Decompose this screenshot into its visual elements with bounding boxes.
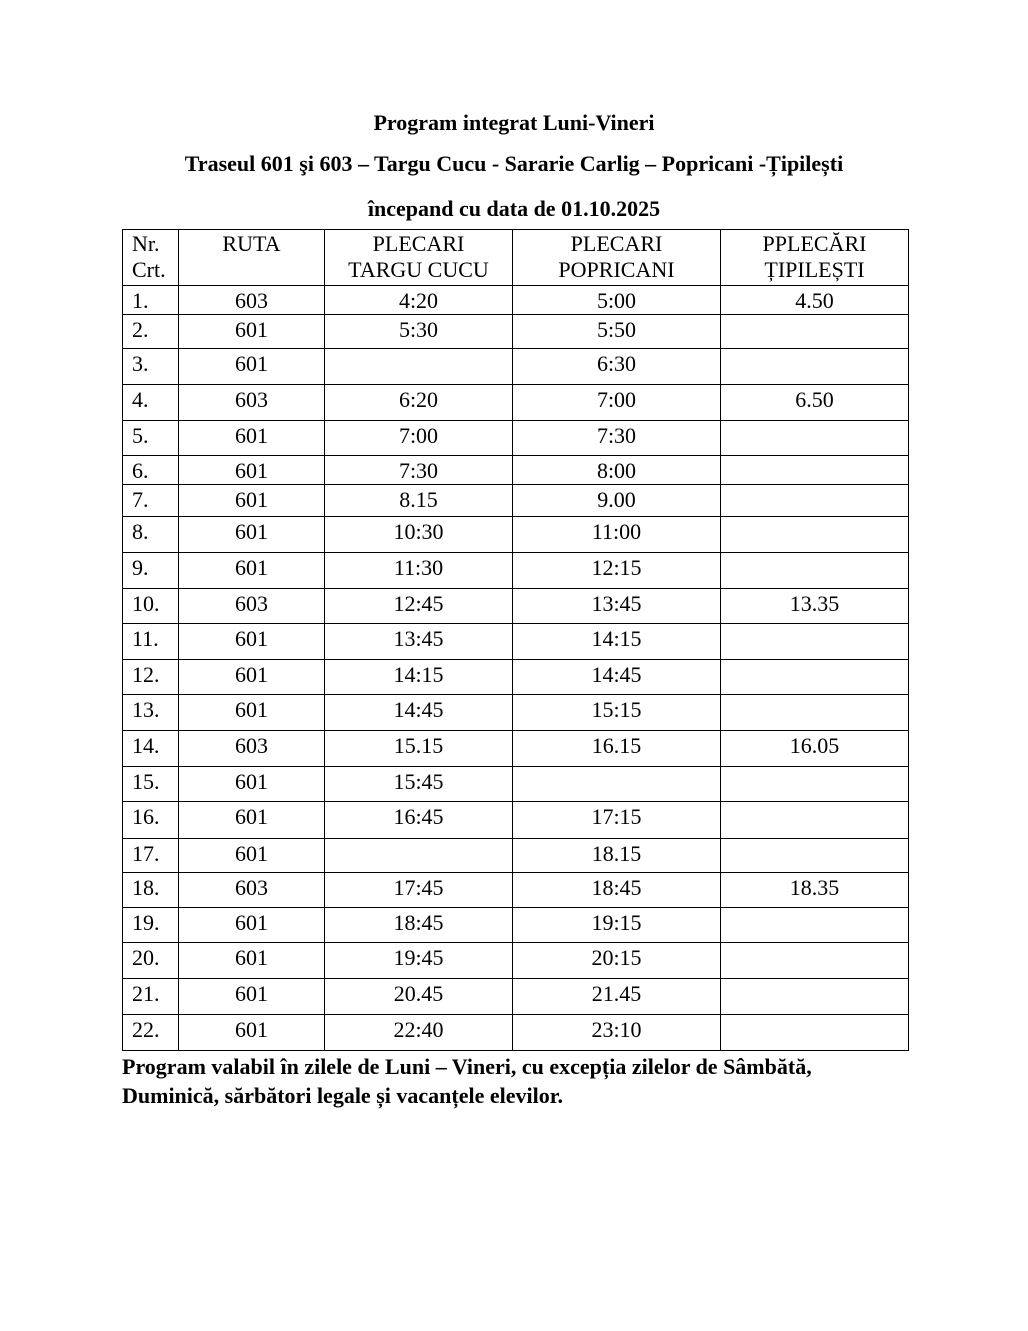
table-row <box>123 908 909 943</box>
header-popricani-line1: PLECARI <box>570 231 663 256</box>
table-row <box>123 839 909 873</box>
row-tipilesti-departure <box>721 943 909 979</box>
row-tipilesti-departure <box>721 349 909 385</box>
route-subtitle: Traseul 601 şi 603 – Targu Cucu - Sararie Carlig – Popricani -Țipilești <box>184 151 844 176</box>
row-tipilesti-departure <box>721 421 909 456</box>
row-targu-cucu-departure: 5:30 <box>325 315 513 349</box>
row-targu-cucu-departure: 7:30 <box>325 456 513 485</box>
row-nr: 3. <box>123 349 179 385</box>
header-targu-cucu-line1: PLECARI <box>372 231 465 256</box>
table-row <box>123 456 909 485</box>
header-popricani <box>513 230 721 286</box>
row-popricani-departure: 7:00 <box>513 385 721 421</box>
row-popricani-departure: 11:00 <box>513 517 721 553</box>
row-tipilesti-departure <box>721 485 909 517</box>
row-nr: 6. <box>123 456 179 485</box>
row-popricani-departure: 20:15 <box>513 943 721 979</box>
row-popricani-departure <box>513 767 721 802</box>
row-ruta: 603 <box>179 286 325 315</box>
row-nr: 9. <box>123 553 179 589</box>
row-ruta: 601 <box>179 517 325 553</box>
table-row <box>123 873 909 908</box>
row-nr: 21. <box>123 979 179 1015</box>
table-row <box>123 349 909 385</box>
row-popricani-departure: 13:45 <box>513 589 721 624</box>
row-targu-cucu-departure: 18:45 <box>325 908 513 943</box>
row-tipilesti-departure: 18.35 <box>721 873 909 908</box>
row-popricani-departure: 9.00 <box>513 485 721 517</box>
table-row <box>123 695 909 731</box>
row-popricani-departure: 14:45 <box>513 660 721 695</box>
row-ruta: 603 <box>179 589 325 624</box>
page-title: Program integrat Luni-Vineri <box>373 110 655 135</box>
table-row <box>123 943 909 979</box>
table-row <box>123 517 909 553</box>
row-tipilesti-departure <box>721 767 909 802</box>
row-ruta: 601 <box>179 421 325 456</box>
row-popricani-departure: 18.15 <box>513 839 721 873</box>
row-nr: 12. <box>123 660 179 695</box>
row-popricani-departure: 17:15 <box>513 802 721 839</box>
row-nr: 8. <box>123 517 179 553</box>
table-row <box>123 385 909 421</box>
row-popricani-departure: 7:30 <box>513 421 721 456</box>
row-nr: 17. <box>123 839 179 873</box>
row-targu-cucu-departure: 13:45 <box>325 624 513 660</box>
row-tipilesti-departure: 16.05 <box>721 731 909 767</box>
table-row <box>123 767 909 802</box>
row-popricani-departure: 21.45 <box>513 979 721 1015</box>
row-popricani-departure: 8:00 <box>513 456 721 485</box>
row-tipilesti-departure <box>721 456 909 485</box>
row-targu-cucu-departure: 12:45 <box>325 589 513 624</box>
table-header-row <box>123 230 909 286</box>
row-ruta: 601 <box>179 943 325 979</box>
row-targu-cucu-departure: 11:30 <box>325 553 513 589</box>
row-nr: 15. <box>123 767 179 802</box>
header-tipilesti-line1: PPLECĂRI <box>762 231 867 256</box>
row-targu-cucu-departure: 15:45 <box>325 767 513 802</box>
row-targu-cucu-departure: 19:45 <box>325 943 513 979</box>
row-ruta: 603 <box>179 731 325 767</box>
row-targu-cucu-departure: 7:00 <box>325 421 513 456</box>
row-popricani-departure: 12:15 <box>513 553 721 589</box>
row-ruta: 601 <box>179 553 325 589</box>
row-nr: 11. <box>123 624 179 660</box>
header-nr-line2: Crt. <box>132 257 166 282</box>
row-targu-cucu-departure: 10:30 <box>325 517 513 553</box>
table-row <box>123 802 909 839</box>
validity-note-line1: Program valabil în zilele de Luni – Vineri, cu excepția zilelor de Sâmbătă, <box>122 1054 812 1079</box>
row-tipilesti-departure <box>721 802 909 839</box>
row-ruta: 601 <box>179 908 325 943</box>
validity-note-line2: Duminică, sărbători legale și vacanțele elevilor. <box>122 1083 563 1108</box>
row-tipilesti-departure: 6.50 <box>721 385 909 421</box>
row-nr: 10. <box>123 589 179 624</box>
row-nr: 18. <box>123 873 179 908</box>
row-targu-cucu-departure: 15.15 <box>325 731 513 767</box>
row-tipilesti-departure <box>721 979 909 1015</box>
row-tipilesti-departure: 4.50 <box>721 286 909 315</box>
row-ruta: 601 <box>179 624 325 660</box>
row-ruta: 603 <box>179 873 325 908</box>
header-nr <box>123 230 179 286</box>
row-ruta: 601 <box>179 839 325 873</box>
row-targu-cucu-departure: 4:20 <box>325 286 513 315</box>
row-tipilesti-departure <box>721 1015 909 1051</box>
row-targu-cucu-departure: 20.45 <box>325 979 513 1015</box>
row-ruta: 601 <box>179 1015 325 1051</box>
table-row <box>123 286 909 315</box>
row-tipilesti-departure <box>721 908 909 943</box>
row-popricani-departure: 6:30 <box>513 349 721 385</box>
row-targu-cucu-departure <box>325 349 513 385</box>
row-tipilesti-departure: 13.35 <box>721 589 909 624</box>
row-popricani-departure: 14:15 <box>513 624 721 660</box>
row-popricani-departure: 15:15 <box>513 695 721 731</box>
row-nr: 1. <box>123 286 179 315</box>
validity-note <box>122 1052 922 1110</box>
row-popricani-departure: 23:10 <box>513 1015 721 1051</box>
row-ruta: 601 <box>179 979 325 1015</box>
row-targu-cucu-departure: 8.15 <box>325 485 513 517</box>
row-tipilesti-departure <box>721 660 909 695</box>
row-popricani-departure: 5:50 <box>513 315 721 349</box>
header-targu-cucu-line2: TARGU CUCU <box>348 257 489 282</box>
row-targu-cucu-departure: 6:20 <box>325 385 513 421</box>
table-row <box>123 485 909 517</box>
row-ruta: 601 <box>179 660 325 695</box>
row-popricani-departure: 18:45 <box>513 873 721 908</box>
row-targu-cucu-departure <box>325 839 513 873</box>
table-row <box>123 731 909 767</box>
row-targu-cucu-departure: 14:45 <box>325 695 513 731</box>
header-nr-line1: Nr. <box>132 231 160 256</box>
table-row <box>123 553 909 589</box>
row-targu-cucu-departure: 17:45 <box>325 873 513 908</box>
row-tipilesti-departure <box>721 839 909 873</box>
row-tipilesti-departure <box>721 624 909 660</box>
row-ruta: 601 <box>179 767 325 802</box>
header-ruta-line1: RUTA <box>222 231 281 256</box>
header-tipilesti-line2: ȚIPILEȘTI <box>764 257 865 282</box>
row-ruta: 603 <box>179 385 325 421</box>
row-nr: 13. <box>123 695 179 731</box>
table-row <box>123 660 909 695</box>
row-tipilesti-departure <box>721 695 909 731</box>
row-ruta: 601 <box>179 695 325 731</box>
table-row <box>123 589 909 624</box>
effective-date: începand cu data de 01.10.2025 <box>367 196 661 221</box>
row-targu-cucu-departure: 16:45 <box>325 802 513 839</box>
row-nr: 16. <box>123 802 179 839</box>
table-row <box>123 1015 909 1051</box>
row-popricani-departure: 19:15 <box>513 908 721 943</box>
row-nr: 2. <box>123 315 179 349</box>
header-tipilesti <box>721 230 909 286</box>
row-nr: 14. <box>123 731 179 767</box>
row-nr: 7. <box>123 485 179 517</box>
row-targu-cucu-departure: 14:15 <box>325 660 513 695</box>
row-ruta: 601 <box>179 802 325 839</box>
schedule-table <box>122 229 909 1051</box>
row-popricani-departure: 5:00 <box>513 286 721 315</box>
row-targu-cucu-departure: 22:40 <box>325 1015 513 1051</box>
row-nr: 22. <box>123 1015 179 1051</box>
row-popricani-departure: 16.15 <box>513 731 721 767</box>
row-nr: 19. <box>123 908 179 943</box>
row-ruta: 601 <box>179 349 325 385</box>
row-tipilesti-departure <box>721 553 909 589</box>
row-nr: 4. <box>123 385 179 421</box>
row-ruta: 601 <box>179 315 325 349</box>
table-row <box>123 315 909 349</box>
row-nr: 20. <box>123 943 179 979</box>
row-tipilesti-departure <box>721 315 909 349</box>
row-ruta: 601 <box>179 456 325 485</box>
row-tipilesti-departure <box>721 517 909 553</box>
table-row <box>123 421 909 456</box>
table-row <box>123 979 909 1015</box>
header-popricani-line2: POPRICANI <box>558 257 675 282</box>
table-row <box>123 624 909 660</box>
row-nr: 5. <box>123 421 179 456</box>
header-targu-cucu <box>325 230 513 286</box>
header-ruta <box>179 230 325 286</box>
row-ruta: 601 <box>179 485 325 517</box>
